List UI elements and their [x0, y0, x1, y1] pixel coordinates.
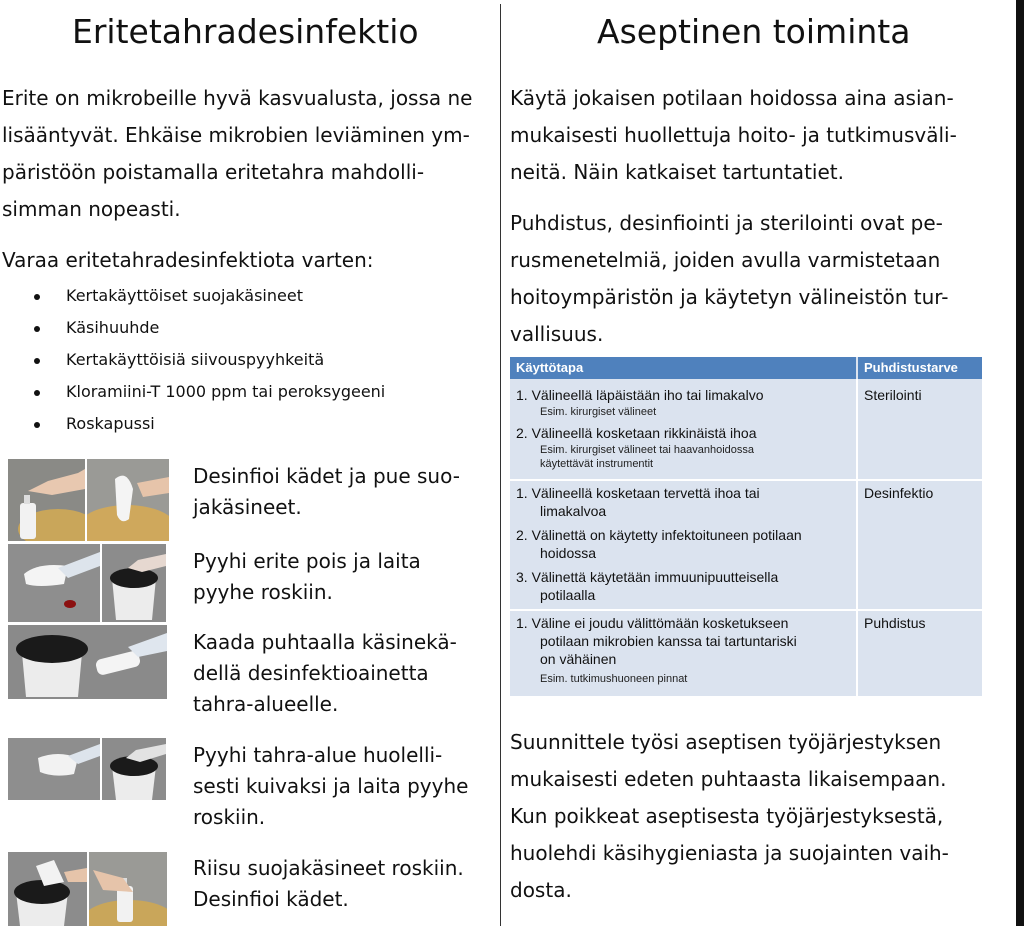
paragraph-line: mukaisesti huollettuja hoito- ja tutkimusväli- — [510, 123, 957, 147]
paragraph-line: neitä. Näin katkaiset tartuntatiet. — [510, 160, 844, 184]
paragraph-line: hoitoympäristön ja käytetyn välineistön tur- — [510, 285, 949, 309]
intro-line: päristöön poistamalla eritetahra mahdolli- — [2, 160, 425, 184]
asepsis-paragraph-2 — [510, 205, 948, 353]
intro-line: simman nopeasti. — [2, 197, 181, 221]
bullet-icon — [34, 358, 40, 364]
photo-putting-on-gloves — [87, 459, 169, 541]
paragraph-line: Käytä jokaisen potilaan hoidossa aina asian- — [510, 86, 954, 110]
step-line: roskiin. — [193, 805, 266, 829]
paragraph-line: huolehdi käsihygieniasta ja suojainten vaih- — [510, 841, 949, 865]
paragraph-line: rusmenetelmiä, joiden avulla varmistetaan — [510, 248, 941, 272]
intro-line: Erite on mikrobeille hyvä kasvualusta, jossa ne — [2, 86, 473, 110]
step-3 — [193, 627, 457, 720]
intro-line: lisääntyvät. Ehkäise mikrobien leviäminen ym- — [2, 123, 470, 147]
table-row — [510, 379, 982, 479]
list-item — [32, 378, 385, 410]
step-line: pyyhe roskiin. — [193, 580, 333, 604]
paragraph-line: dosta. — [510, 878, 572, 902]
table-cell-note: Esim. kirurgiset välineet tai haavanhoidossa — [540, 444, 755, 456]
table-cell-item: 3. Välinettä käytetään immuunipuutteisella — [516, 569, 779, 585]
table-row — [510, 611, 982, 696]
photo-hand-disinfection — [89, 852, 167, 926]
list-item-label: Kloramiini-T 1000 ppm tai peroksygeeni — [66, 382, 386, 401]
step-line: Riisu suojakäsineet roskiin. — [193, 856, 464, 880]
step-line: Kaada puhtaalla käsinekä- — [193, 630, 457, 654]
paragraph-line: Kun poikkeat aseptisesta työjärjestyksestä, — [510, 804, 944, 828]
intro-paragraph — [2, 80, 473, 228]
step-5 — [193, 853, 464, 915]
left-title: Eritetahradesinfektio — [72, 12, 419, 51]
table-cell-item: hoidossa — [540, 545, 597, 561]
step-line: Desinfioi kädet ja pue suo- — [193, 464, 460, 488]
table-cell-note: Esim. tutkimushuoneen pinnat — [540, 673, 688, 685]
table-cell-item: on vähäinen — [540, 651, 617, 667]
step-1 — [193, 461, 460, 523]
step-2 — [193, 546, 421, 608]
table-cell-item: 2. Välineellä kosketaan rikkinäistä ihoa — [516, 425, 757, 441]
photo-drying-area — [8, 738, 100, 800]
table-cell-need: Desinfektio — [864, 485, 934, 501]
list-item-label: Kertakäyttöiset suojakäsineet — [66, 286, 303, 305]
step-4 — [193, 740, 468, 833]
bullet-icon — [34, 326, 40, 332]
list-item-label: Käsihuuhde — [66, 318, 160, 337]
bullet-icon — [34, 422, 40, 428]
table-cell-need: Puhdistus — [864, 615, 926, 631]
table-header-usage: Käyttötapa — [510, 357, 856, 379]
supplies-heading — [2, 242, 374, 279]
list-item — [32, 346, 385, 378]
photo-trash-bin-2 — [102, 738, 166, 800]
column-divider — [500, 4, 501, 926]
supplies-heading-text: Varaa eritetahradesinfektiota varten: — [2, 248, 374, 272]
asepsis-paragraph-3 — [510, 724, 949, 909]
photo-wiping-stain — [8, 544, 100, 622]
list-item — [32, 282, 385, 314]
table-cell-item: 2. Välinettä on käytetty infektoituneen potilaan — [516, 527, 802, 543]
page-edge — [1016, 0, 1024, 926]
right-title: Aseptinen toiminta — [597, 12, 911, 51]
list-item — [32, 410, 385, 442]
bullet-icon — [34, 390, 40, 396]
supplies-list — [32, 282, 385, 442]
list-item-label: Roskapussi — [66, 414, 155, 433]
step-line: Pyyhi tahra-alue huolelli- — [193, 743, 443, 767]
list-item-label: Kertakäyttöisiä siivouspyyhkeitä — [66, 350, 325, 369]
photo-removing-gloves — [8, 852, 87, 926]
table-cell-item: 1. Välineellä kosketaan tervettä ihoa tai — [516, 485, 760, 501]
photo-pouring-disinfectant — [8, 625, 167, 699]
photo-trash-bin — [102, 544, 166, 622]
step-line: Desinfioi kädet. — [193, 887, 349, 911]
paragraph-line: mukaisesti edeten puhtaasta likaisempaan. — [510, 767, 947, 791]
table-cell-need: Sterilointi — [864, 387, 922, 403]
table-header-need: Puhdistustarve — [858, 357, 982, 379]
step-line: sesti kuivaksi ja laita pyyhe — [193, 774, 469, 798]
table-cell-item: 1. Välineellä läpäistään iho tai limakalvo — [516, 387, 764, 403]
step-line: Pyyhi erite pois ja laita — [193, 549, 421, 573]
photo-hand-sanitizer — [8, 459, 85, 541]
table-cell-item: potilaan mikrobien kanssa tai tartuntariski — [540, 633, 797, 649]
table-cell-item: 1. Väline ei joudu välittömään kosketukseen — [516, 615, 789, 631]
table-cell-note: käytettävät instrumentit — [540, 458, 654, 470]
list-item — [32, 314, 385, 346]
step-line: dellä desinfektioainetta — [193, 661, 429, 685]
table-cell-item: limakalvoa — [540, 503, 607, 519]
table-cell-note: Esim. kirurgiset välineet — [540, 406, 657, 418]
paragraph-line: Puhdistus, desinfiointi ja sterilointi ovat pe- — [510, 211, 943, 235]
paragraph-line: Suunnittele työsi aseptisen työjärjestyksen — [510, 730, 942, 754]
table-row — [510, 481, 982, 609]
asepsis-paragraph-1 — [510, 80, 957, 191]
step-line: jakäsineet. — [193, 495, 302, 519]
paragraph-line: vallisuus. — [510, 322, 604, 346]
cleaning-needs-table — [510, 357, 982, 696]
bullet-icon — [34, 294, 40, 300]
step-line: tahra-alueelle. — [193, 692, 339, 716]
table-cell-item: potilaalla — [540, 587, 596, 603]
